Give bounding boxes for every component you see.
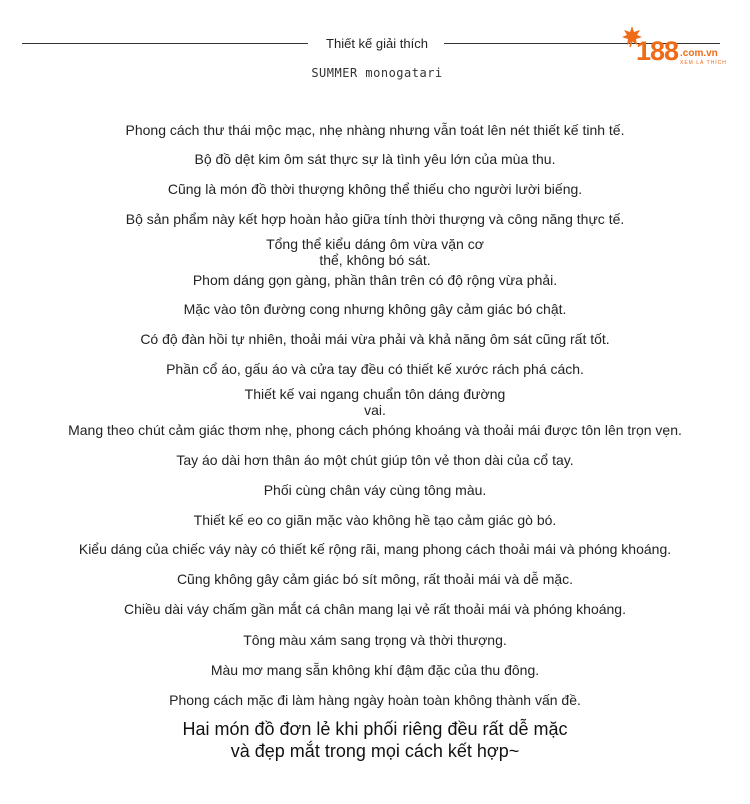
header bbox=[0, 0, 750, 90]
header-rule-left bbox=[22, 43, 308, 44]
description-line: Bộ đồ dệt kim ôm sát thực sự là tình yêu lớn của mùa thu. bbox=[194, 151, 556, 167]
closing-line-2: và đẹp mắt trong mọi cách kết hợp~ bbox=[230, 741, 520, 761]
description-line: vai. bbox=[364, 402, 386, 418]
description-line: thể, không bó sát. bbox=[319, 252, 431, 268]
description-line: Phong cách thư thái mộc mạc, nhẹ nhàng nhưng vẫn toát lên nét thiết kế tinh tế. bbox=[125, 122, 625, 138]
logo-number: 188 bbox=[636, 36, 679, 66]
logo-domain: .com.vn bbox=[680, 48, 718, 59]
description-line: Thiết kế vai ngang chuẩn tôn dáng đường bbox=[244, 386, 506, 402]
closing-line-1: Hai món đồ đơn lẻ khi phối riêng đều rất dễ mặc bbox=[182, 719, 568, 739]
description-line: Cũng không gây cảm giác bó sít mông, rất thoải mái và dễ mặc. bbox=[176, 571, 574, 587]
description-line: Bộ sản phẩm này kết hợp hoàn hảo giữa tính thời thượng và công năng thực tế. bbox=[125, 211, 625, 227]
description-line: Phần cổ áo, gấu áo và cửa tay đều có thiết kế xước rách phá cách. bbox=[166, 361, 584, 377]
description-line: Phối cùng chân váy cùng tông màu. bbox=[263, 482, 487, 498]
description-line: Chiều dài váy chấm gần mắt cá chân mang lại vẻ rất thoải mái và phóng khoáng. bbox=[124, 601, 626, 617]
description-line: Có độ đàn hồi tự nhiên, thoải mái vừa phải và khả năng ôm sát cũng rất tốt. bbox=[140, 331, 610, 347]
logo-188 bbox=[616, 22, 736, 68]
description-line: Tay áo dài hơn thân áo một chút giúp tôn vẻ thon dài của cổ tay. bbox=[176, 452, 574, 468]
page-subtitle: SUMMER monogatari bbox=[311, 66, 443, 80]
description-line: Tổng thể kiểu dáng ôm vừa vặn cơ bbox=[266, 236, 484, 252]
description-line: Tông màu xám sang trọng và thời thượng. bbox=[243, 632, 507, 648]
page-title: Thiết kế giải thích bbox=[326, 36, 428, 51]
logo-tagline: XEM LÀ THÍCH bbox=[680, 60, 727, 66]
description-line: Màu mơ mang sẵn không khí đậm đặc của thu đông. bbox=[210, 662, 540, 678]
description-line: Phong cách mặc đi làm hàng ngày hoàn toàn không thành vấn đề. bbox=[169, 692, 581, 708]
description-line: Thiết kế eo co giãn mặc vào không hề tạo cảm giác gò bó. bbox=[193, 512, 557, 528]
description-line: Mặc vào tôn đường cong nhưng không gây cảm giác bó chật. bbox=[183, 301, 567, 317]
description-line: Phom dáng gọn gàng, phần thân trên có độ rộng vừa phải. bbox=[192, 272, 558, 288]
description-line: Kiểu dáng của chiếc váy này có thiết kế rộng rãi, mang phong cách thoải mái và phóng khoáng. bbox=[78, 541, 672, 557]
description-line: Cũng là món đồ thời thượng không thể thiếu cho người lười biếng. bbox=[167, 181, 583, 197]
description-line: Mang theo chút cảm giác thơm nhẹ, phong cách phóng khoáng và thoải mái được tôn lên trọn vẹn. bbox=[68, 422, 682, 438]
